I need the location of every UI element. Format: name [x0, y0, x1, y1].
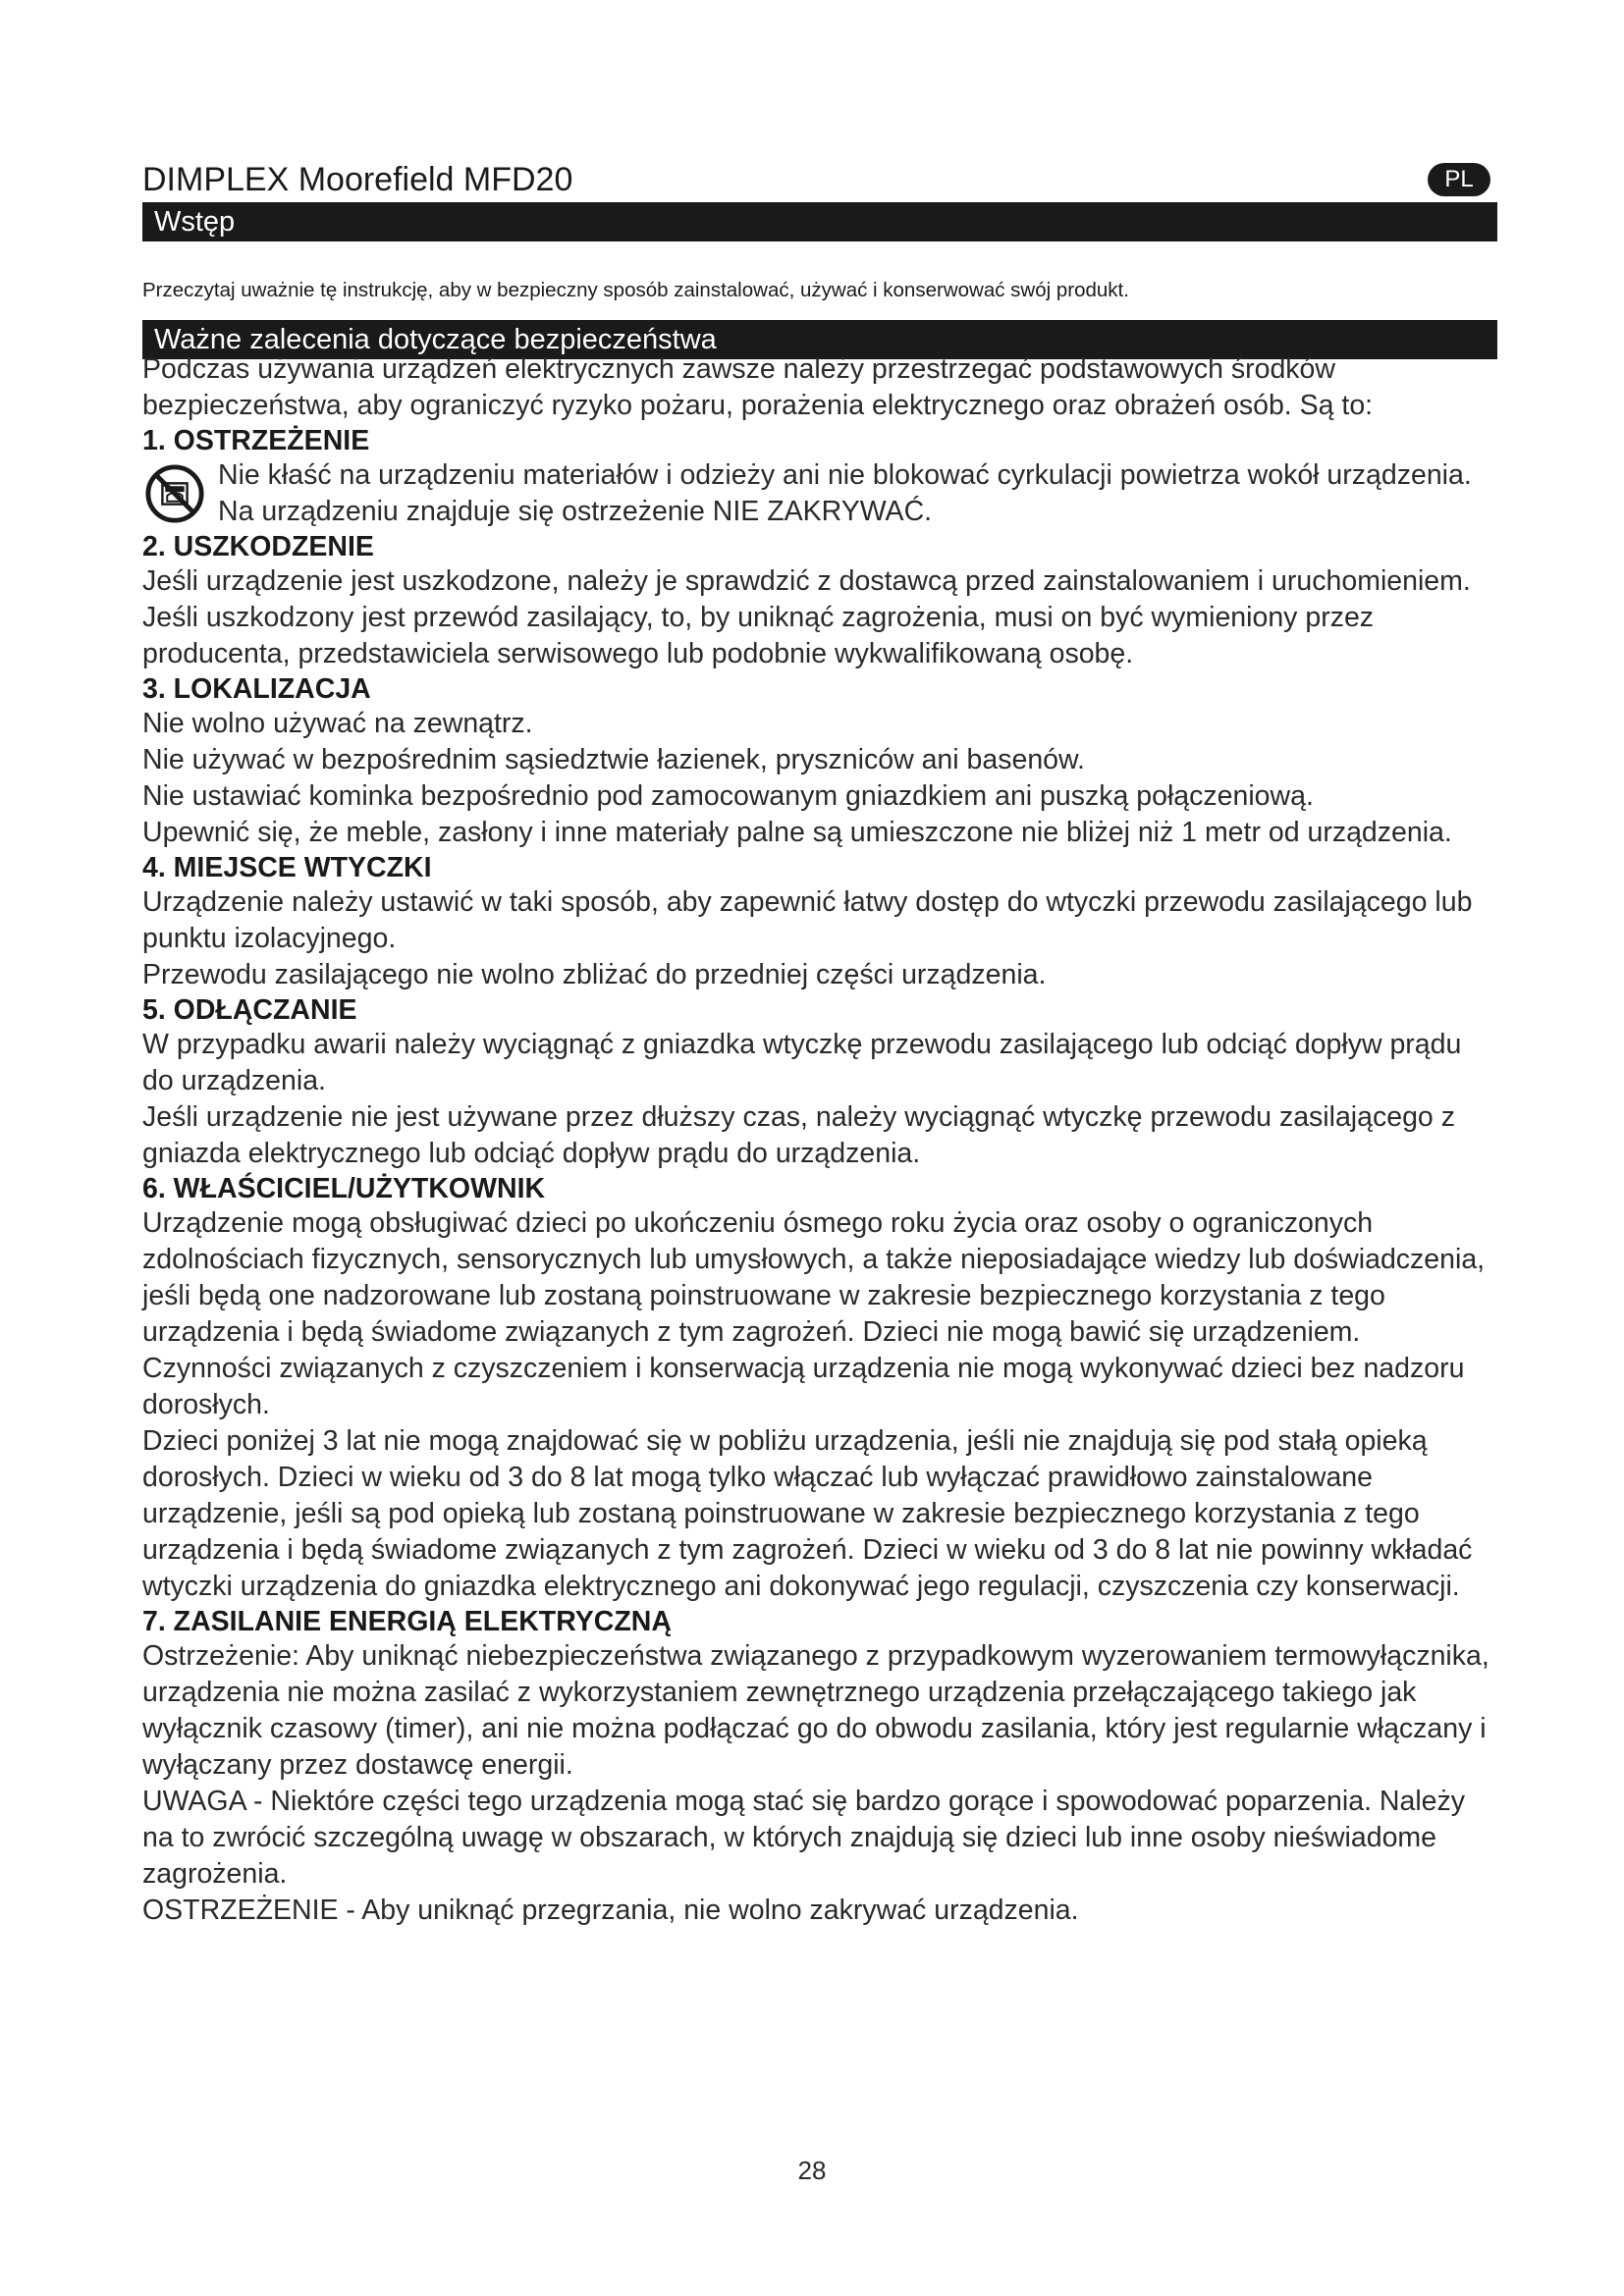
item-title-damage: 2. USZKODZENIE	[142, 531, 374, 562]
manual-page	[142, 157, 1492, 1929]
safety-lead: Podczas używania urządzeń elektrycznych zawsze należy przestrzegać podstawowych środków bezpieczeństwa, aby ograniczyć ryzyko pożaru, porażenia elektrycznego oraz obrażeń osób. Są to:	[142, 353, 1374, 421]
item-title-disconnecting: 5. ODŁĄCZANIE	[142, 994, 357, 1026]
item-paragraph: Nie wolno używać na zewnątrz.	[142, 708, 533, 739]
item-paragraph: Na urządzeniu znajduje się ostrzeżenie NIE ZAKRYWAĆ.	[218, 496, 933, 527]
warning-block	[142, 457, 1492, 530]
item-paragraph: Jeśli urządzenie jest uszkodzone, należy je sprawdzić z dostawcą przed zainstalowaniem i uruchomieniem.	[142, 565, 1471, 597]
item-paragraph: Urządzenie należy ustawić w taki sposób, aby zapewnić łatwy dostęp do wtyczki przewodu zasilającego lub punktu izolacyjnego.	[142, 886, 1473, 954]
item-paragraph: Nie kłaść na urządzeniu materiałów i odzieży ani nie blokować cyrkulacji powietrza wokół urządzenia.	[218, 459, 1472, 491]
section-heading-safety: Ważne zalecenia dotyczące bezpieczeństwa	[142, 320, 1497, 359]
item-title-warning: 1. OSTRZEŻENIE	[142, 425, 370, 456]
item-paragraph: Ostrzeżenie: Aby uniknąć niebezpieczeństwa związanego z przypadkowym wyzerowaniem termowyłącznika, urządzenia nie można zasilać z wykorzystaniem zewnętrznego urządzenia przełączającego takiego jak wyłącznik czasowy (timer), ani nie można podłączać go do obwodu zasilania, który jest regularnie włączany i wyłączany przez dostawcę energii.	[142, 1640, 1489, 1781]
item-paragraph: Dzieci poniżej 3 lat nie mogą znajdować się w pobliżu urządzenia, jeśli nie znajdują się pod stałą opieką dorosłych. Dzieci w wieku od 3 do 8 lat mogą tylko włączać lub wyłączać prawidłowo zainstalowane urządzenie, jeśli są pod opieką lub zostaną poinstruowane w zakresie bezpiecznego korzystania z tego urządzenia i będą świadome związanych z tym zagrożeń. Dzieci w wieku od 3 do 8 lat nie powinny wkładać wtyczki urządzenia do gniazdka elektrycznego ani dokonywać jego regulacji, czyszczenia czy konserwacji.	[142, 1425, 1473, 1602]
language-badge: PL	[1428, 163, 1490, 196]
item-paragraph: Jeśli urządzenie nie jest używane przez dłuższy czas, należy wyciągnąć wtyczkę przewodu zasilającego z gniazda elektrycznego lub odciąć dopływ prądu do urządzenia.	[142, 1101, 1455, 1169]
section-heading-intro: Wstęp	[142, 202, 1497, 241]
item-paragraph: Przewodu zasilającego nie wolno zbliżać do przedniej części urządzenia.	[142, 959, 1047, 990]
item-title-plug-location: 4. MIEJSCE WTYCZKI	[142, 852, 432, 883]
item-paragraph: OSTRZEŻENIE - Aby uniknąć przegrzania, nie wolno zakrywać urządzenia.	[142, 1895, 1079, 1926]
item-paragraph: Nie używać w bezpośrednim sąsiedztwie łazienek, pryszniców ani basenów.	[142, 744, 1085, 775]
item-paragraph: Upewnić się, że meble, zasłony i inne materiały palne są umieszczone nie bliżej niż 1 metr od urządzenia.	[142, 817, 1452, 848]
item-paragraph: Urządzenie mogą obsługiwać dzieci po ukończeniu ósmego roku życia oraz osoby o ograniczonych zdolnościach fizycznych, sensorycznych lub umysłowych, a także nieposiadające wiedzy lub doświadczenia, jeśli będą one nadzorowane lub zostaną poinstruowane w zakresie bezpiecznego korzystania z tego urządzenia i będą świadome związanych z tym zagrożeń. Dzieci nie mogą bawić się urządzeniem. Czynności związanych z czyszczeniem i konserwacją urządzenia nie mogą wykonywać dzieci bez nadzoru dorosłych.	[142, 1207, 1486, 1420]
safety-content	[142, 351, 1492, 1929]
item-title-location: 3. LOKALIZACJA	[142, 673, 371, 705]
header	[142, 157, 1492, 202]
page-number: 28	[797, 2156, 827, 2185]
item-title-power-supply: 7. ZASILANIE ENERGIĄ ELEKTRYCZNĄ	[142, 1606, 672, 1637]
do-not-cover-icon	[144, 463, 205, 524]
page-title: DIMPLEX Moorefield MFD20	[142, 161, 573, 198]
item-paragraph: UWAGA - Niektóre części tego urządzenia mogą stać się bardzo gorące i spowodować poparzenia. Należy na to zwrócić szczególną uwagę w obszarach, w których znajdują się dzieci lub inne osoby nieświadome zagrożenia.	[142, 1786, 1466, 1890]
item-paragraph: Nie ustawiać kominka bezpośrednio pod zamocowanym gniazdkiem ani puszką połączeniową.	[142, 780, 1314, 812]
item-title-owner-user: 6. WŁAŚCICIEL/UŻYTKOWNIK	[142, 1173, 546, 1204]
item-paragraph: W przypadku awarii należy wyciągnąć z gniazdka wtyczkę przewodu zasilającego lub odciąć dopływ prądu do urządzenia.	[142, 1029, 1462, 1096]
item-paragraph: Jeśli uszkodzony jest przewód zasilający, to, by uniknąć zagrożenia, musi on być wymieniony przez producenta, przedstawiciela serwisowego lub podobnie wykwalifikowaną osobę.	[142, 602, 1375, 669]
intro-text: Przeczytaj uważnie tę instrukcję, aby w bezpieczny sposób zainstalować, używać i konserwować swój produkt.	[142, 279, 1129, 301]
